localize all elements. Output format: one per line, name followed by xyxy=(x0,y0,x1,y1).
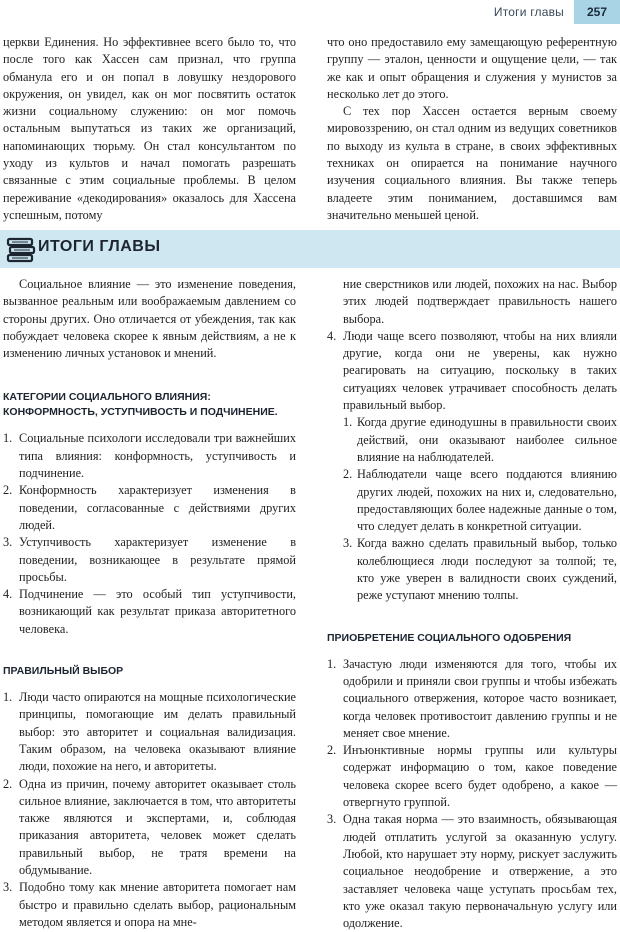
list-number: 2. xyxy=(3,483,13,498)
list-number: 2. xyxy=(327,743,337,758)
list-text: Конформность характеризует изменения в поведении, согласованные с действиями других людей. xyxy=(19,483,296,532)
sub-list-item xyxy=(343,466,617,535)
list-text: Социальные психологи исследовали три важнейших типа влияния: конформность, уступчивость и подчинение. xyxy=(19,431,296,481)
list-text: Когда важно сделать правильный выбор, только колеблющиеся люди последуют за толпой; те, кто уже уверен в валидности своих суждений, реже уступают мнению толпы. xyxy=(357,536,617,603)
summary-left-column xyxy=(3,276,296,931)
social-approval-heading: ПРИОБРЕТЕНИЕ СОЦИАЛЬНОГО ОДОБРЕНИЯ xyxy=(327,631,572,644)
list-text: Наблюдатели чаще всего поддаются влиянию других людей, похожих на них и, следовательно, предоставляющих более надежные данные о том, что следует делать в конкретной ситуации. xyxy=(357,467,617,534)
stack-of-books-icon xyxy=(6,234,36,264)
list-number: 1. xyxy=(327,656,337,671)
list-text: Люди чаще всего позволяют, чтобы на них влияли другие, когда они не уверены, как нужно реагировать на ситуацию, поскольку в таких ситуациях человек утрачивает способность делать правильный выбор. xyxy=(343,328,617,413)
list-text: Инъюнктивные нормы группы или культуры содержат информацию о том, какое поведение человека скорее всего будет одобрено, а какое — отвергнуто группой. xyxy=(343,743,617,810)
list-number: 1. xyxy=(343,415,353,430)
sub-list-item xyxy=(343,535,617,604)
page-number: 257 xyxy=(574,0,620,24)
top-right-column xyxy=(327,34,617,224)
categories-heading-line-1: КАТЕГОРИИ СОЦИАЛЬНОГО ВЛИЯНИЯ: xyxy=(3,391,211,404)
list-text: Подчинение — это особый тип уступчивости, возникающий как результат приказа авторитетного человека. xyxy=(19,587,296,636)
list-item xyxy=(327,656,617,742)
list-item xyxy=(3,689,296,775)
top-right-paragraph-1: что оно предоставило ему замещающую референтную группу — эталон, ценности и ощущение цели, — так же как и опыт обращения и служения у мунистов за несколько лет до этого. xyxy=(327,35,617,101)
list-item xyxy=(3,879,296,931)
list-number: 4. xyxy=(327,328,337,343)
right-choice-list xyxy=(3,689,296,931)
sub-list xyxy=(343,414,617,604)
list-number: 1. xyxy=(3,690,13,705)
list-item xyxy=(327,811,617,932)
list-number: 3. xyxy=(343,536,353,551)
running-header-title: Итоги главы xyxy=(493,5,564,19)
chapter-summary-banner xyxy=(0,230,620,268)
chapter-summary-title: ИТОГИ ГЛАВЫ xyxy=(38,238,161,255)
top-left-paragraph: церкви Единения. Но эффективнее всего было то, что после того как Хассен сам признал, что группа обманула его и он попал в ловушку нездорового окружения, он увидел, как он мог посвятить остаток жизни социальному служению: он мог помочь остальным выпутаться из таких же организаций, напоминающих тюрьму. Он стал консультантом по уходу из культов и начал помогать разрешать связанные с этим социальные проблемы. В целом переживание «декодирования» оказалось для Хассена успешным, потому xyxy=(3,35,296,222)
list-text: Зачастую люди изменяются для того, чтобы их одобрили и приняли свои группы и чтобы избежать социального отвержения, которое часто возникает, когда человек противостоит давлению группы и не меняет свое мнение. xyxy=(343,656,617,740)
right-choice-heading: ПРАВИЛЬНЫЙ ВЫБОР xyxy=(3,665,124,678)
list-item xyxy=(327,742,617,811)
list-number: 3. xyxy=(3,535,13,550)
list-number: 3. xyxy=(3,880,13,895)
top-right-paragraph-2: С тех пор Хассен остается верным своему мировоззрению, он стал одним из ведущих советников по выходу из культа в стране, в своих эффективных техниках он опирается на понимание научного изучения социального влияния. Вы также теперь владеете этим пониманием, доставшимся вам значительно меньшей ценой. xyxy=(327,104,617,222)
list-number: 2. xyxy=(3,776,13,791)
right-choice-continuation: ние сверстников или людей, похожих на нас. Выбор этих людей подтверждает правильность нашего выбора. xyxy=(343,277,617,326)
list-item xyxy=(3,534,296,586)
categories-heading xyxy=(3,390,296,420)
running-header xyxy=(0,0,620,24)
list-number: 2. xyxy=(343,467,353,482)
list-item xyxy=(3,586,296,638)
list-text: Когда другие единодушны в правильности своих действий, они оказывают наиболее сильное влияние на наблюдателей. xyxy=(357,415,617,464)
list-text: Подобно тому как мнение авторитета помогает нам быстро и правильно сделать выбор, рациональным методом является и опора на мне- xyxy=(19,880,296,929)
list-item xyxy=(327,328,617,605)
list-number: 1. xyxy=(3,431,13,446)
categories-heading-line-2: КОНФОРМНОСТЬ, УСТУПЧИВОСТЬ И ПОДЧИНЕНИЕ. xyxy=(3,406,278,419)
summary-right-column xyxy=(327,276,617,932)
social-approval-list xyxy=(327,656,617,932)
list-text: Уступчивость характеризует изменение в поведении, возникающее в результате прямой просьбы. xyxy=(19,535,296,584)
list-text: Одна такая норма — это взаимность, обязывающая людей отплатить услугой за оказанную услугу. Любой, кто нарушает эту норму, рискует заслужить социальное неодобрение и отвержение, а это заставляет человека чаще уступать просьбам тех, кто уже оказал такую первоначальную услугу или одолжение. xyxy=(343,812,617,931)
list-item xyxy=(3,430,296,482)
list-item xyxy=(3,482,296,534)
list-number: 4. xyxy=(3,587,13,602)
sub-list-item xyxy=(343,414,617,466)
categories-list xyxy=(3,430,296,638)
top-left-column xyxy=(3,34,296,224)
list-item xyxy=(3,776,296,880)
summary-intro: Социальное влияние — это изменение поведения, вызванное реальным или воображаемым давлением со стороны других. Оно отличается от убеждения, так как побуждает человека скорее к явным действиям, а не к изменению личных установок и мнений. xyxy=(3,277,296,361)
list-number: 3. xyxy=(327,812,337,827)
list-text: Одна из причин, почему авторитет оказывает столь сильное влияние, заключается в том, что авторитеты также являются и экспертами, и, соблюдая приказания авторитета, человек может сделать правильный выбор, не тратя времени на обдумывание. xyxy=(19,776,296,878)
list-text: Люди часто опираются на мощные психологические принципы, помогающие им делать правильный выбор: это авторитет и социальная валидизация. Таким образом, на человека оказывают влияние люди, похожие на него, и авторитеты. xyxy=(19,690,296,774)
right-choice-list-continued xyxy=(327,328,617,605)
